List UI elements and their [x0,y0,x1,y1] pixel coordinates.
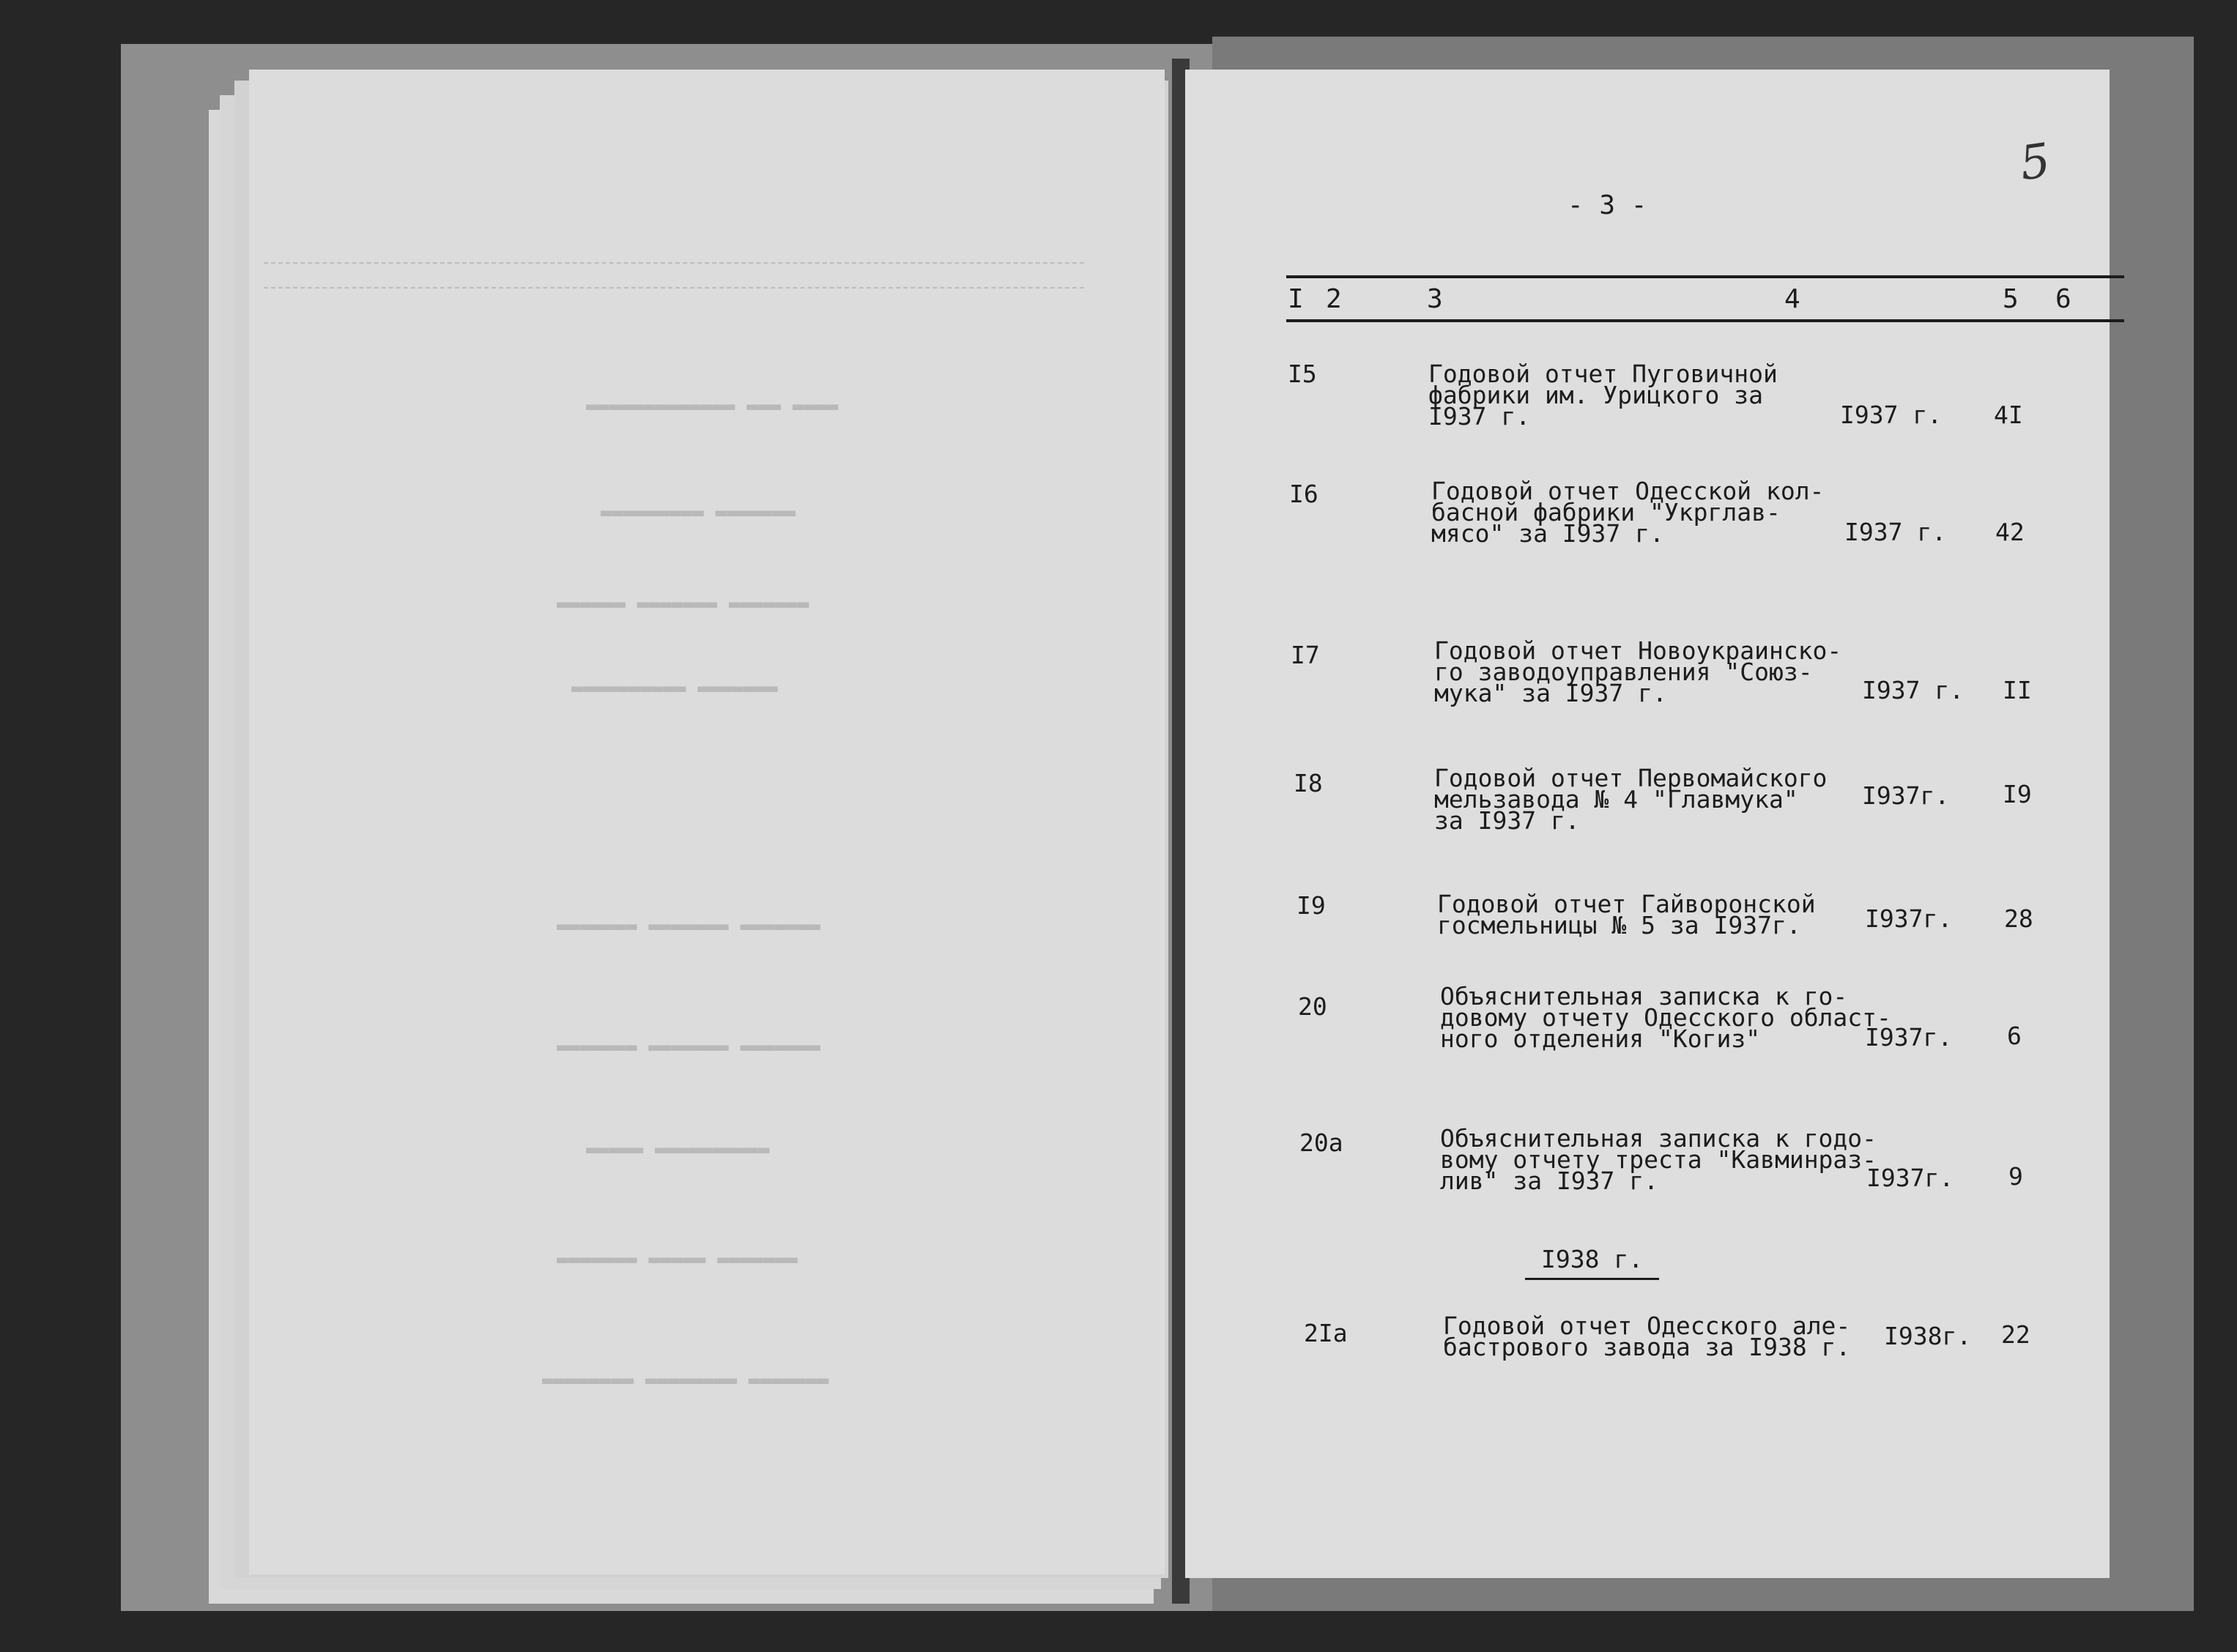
bleed-through-text: ▬▬▬▬▬▬▬ ▬▬▬▬▬▬▬ ▬▬▬▬▬▬▬ [557,1036,821,1058]
entry-year: I937г. [1865,904,1953,933]
bleed-through-rule [264,262,1084,264]
entry-number: 20 [1298,992,1327,1021]
page-number: - 3 - [1568,190,1647,220]
entry-sheet-count: 42 [1995,518,2025,546]
entry-year: I937г. [1865,1023,1953,1052]
bleed-through-text: ▬▬▬▬▬▬▬▬▬▬ ▬▬▬▬▬ [586,1139,770,1161]
archive-folio-number: 5 [2017,133,2054,192]
entry-year: I937г. [1866,1164,1954,1192]
bleed-through-text: ▬▬▬▬▬▬▬ ▬▬▬▬▬▬▬▬ ▬▬▬▬▬▬▬▬ [542,1369,829,1391]
table-top-rule [1286,275,2124,278]
column-header-6: 6 [2055,284,2071,314]
entry-sheet-count: I9 [2003,780,2032,808]
entry-number: I9 [1296,891,1326,920]
entry-year: I938г. [1884,1322,1972,1350]
entry-sheet-count: 4I [1994,401,2023,429]
entry-number: I8 [1294,769,1323,797]
bleed-through-text: ▬▬▬▬▬▬▬ ▬▬▬▬▬▬▬▬▬ [601,502,796,524]
left-page [249,70,1165,1574]
entry-year: I937 г. [1844,518,1947,546]
column-header-3: 3 [1427,284,1443,314]
entry-number: I5 [1288,360,1317,388]
entry-description: Годовой отчет Первомайского мельзавода № 4 "Главмука" за I937 г. [1434,764,1828,835]
section-heading-year: I938 г. [1525,1245,1659,1280]
entry-number: I6 [1289,480,1318,508]
entry-description: Годовой отчет Гайворонской госмельницы № 5 за I937г. [1437,890,1816,940]
column-header-1: I [1288,284,1304,314]
entry-number: I7 [1291,641,1320,669]
entry-sheet-count: II [2003,676,2032,704]
column-header-2: 2 [1326,284,1342,314]
entry-number: 2Iа [1304,1319,1348,1347]
entry-year: I937 г. [1862,676,1965,704]
entry-year: I937 г. [1840,401,1943,429]
entry-description: Объяснительная записка к го- довому отчету Одесского област- ного отделения "Когиз" [1440,982,1891,1053]
bleed-through-text: ▬▬▬▬▬▬▬ ▬▬▬▬▬ ▬▬▬▬▬▬▬ [557,1249,798,1270]
entry-description: Годовой отчет Одесской кол- басной фабрики "Укрглав- мясо" за I937 г. [1431,477,1825,548]
table-header-rule [1286,319,2124,322]
entry-year: I937г. [1862,781,1950,810]
column-header-4: 4 [1784,284,1800,314]
bleed-through-text: ▬▬▬▬▬▬▬ ▬▬▬▬▬▬▬ ▬▬▬▬▬▬ [557,593,809,615]
entry-description: Объяснительная записка к годо- вому отчету треста "Кавминраз- лив" за I937 г. [1440,1124,1877,1195]
bleed-through-text: ▬▬▬▬ ▬▬▬ ▬▬▬▬▬▬▬▬▬▬▬▬▬ [586,395,839,417]
column-header-5: 5 [2003,284,2019,314]
entry-sheet-count: 28 [2004,904,2033,933]
entry-sheet-count: 9 [2008,1162,2023,1191]
entry-description: Годовой отчет Одесского але- бастрового завода за I938 г. [1443,1311,1851,1361]
entry-sheet-count: 6 [2007,1022,2022,1050]
entry-description: Годовой отчет Новоукраинско- го заводоуправления "Союз- мука" за I937 г. [1434,636,1842,707]
entry-sheet-count: 22 [2001,1320,2030,1349]
entry-number: 20а [1299,1128,1343,1157]
bleed-through-rule [264,287,1084,289]
entry-description: Годовой отчет Пуговичной фабрики им. Урицкого за I937 г. [1428,360,1778,431]
bleed-through-text: ▬▬▬▬▬▬▬ ▬▬▬▬▬▬▬ ▬▬▬▬▬▬▬ [557,915,821,937]
bleed-through-text: ▬▬▬▬▬▬▬ ▬▬▬▬▬▬▬▬▬▬ [571,677,778,699]
